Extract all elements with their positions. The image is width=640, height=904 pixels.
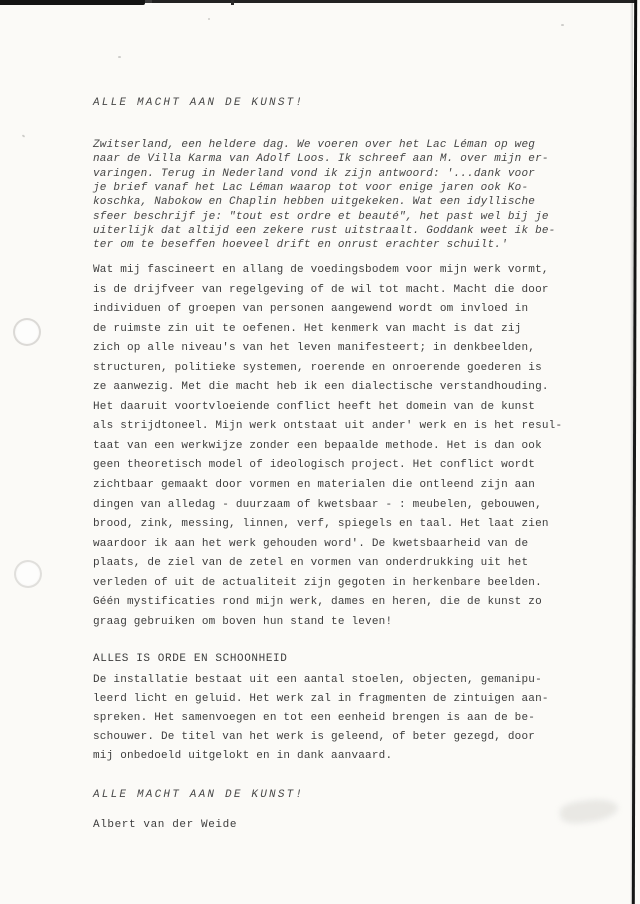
- text-line: zichtbaar gemaakt door vormen en materialen die ontleend zijn aan: [93, 479, 536, 492]
- section-paragraph: [93, 671, 549, 766]
- text-line: individuen of groepen van personen aangewend wordt om invloed in: [93, 303, 529, 316]
- text-line: naar de Villa Karma van Adolf Loos. Ik schreef aan M. over mijn er-: [93, 153, 549, 166]
- text-line: leerd licht en geluid. Het werk zal in fragmenten de zintuigen aan-: [93, 693, 549, 706]
- paper-speck: [118, 56, 121, 58]
- text-line: De installatie bestaat uit een aantal stoelen, objecten, gemanipu-: [93, 674, 542, 686]
- text-line: brood, zink, messing, linnen, verf, spiegels en taal. Het laat zien: [93, 518, 549, 531]
- text-line: structuren, politieke systemen, roerende en onroerende goederen is: [93, 361, 542, 374]
- text-line: ter om te beseffen hoeveel drift en onrust erachter schuilt.': [93, 239, 508, 252]
- text-line: taat van een werkwijze zonder een bepaalde methode. Het is dan ook: [93, 439, 542, 452]
- text-line: is de drijfveer van regelgeving of de wil tot macht. Macht die door: [93, 283, 549, 296]
- document-title: ALLE MACHT AAN DE KUNST!: [93, 97, 305, 109]
- body-paragraph: [93, 261, 562, 632]
- text-line: schouwer. De titel van het werk is geleend, of beter gezegd, door: [93, 731, 536, 744]
- text-line: geen theoretisch model of ideologisch project. Het conflict wordt: [93, 459, 536, 472]
- text-line: waardoor ik aan het werk gehouden word'. De kwetsbaarheid van de: [93, 537, 529, 550]
- text-line: sfeer beschrijf je: "tout est ordre et beauté", het past wel bij je: [93, 210, 549, 223]
- intro-paragraph: [93, 138, 555, 253]
- text-line: uiterlijk dat altijd een zekere rust uitstraalt. Goddank weet ik be-: [93, 225, 556, 238]
- paper-smudge: [559, 796, 619, 826]
- text-line: als strijdtoneel. Mijn werk ontstaat uit ander' werk en is het resul-: [93, 420, 563, 433]
- text-line: je brief vanaf het Lac Léman waarop tot voor enige jaren ook Ko-: [93, 182, 529, 195]
- signature: Albert van der Weide: [93, 819, 238, 831]
- text-line: varingen. Terug in Nederland vond ik zijn antwoord: '...dank voor: [93, 167, 536, 180]
- hole-punch-bottom: [10, 556, 46, 592]
- text-line: koschka, Nabokow en Chaplin hebben uitgekeken. Wat een idyllische: [93, 196, 536, 209]
- paper-speck: [208, 18, 210, 20]
- text-line: Het daaruit voortvloeiende conflict heeft het domein van de kunst: [93, 400, 536, 413]
- text-line: Zwitserland, een heldere dag. We voeren over het Lac Léman op weg: [93, 139, 536, 151]
- section-heading: ALLES IS ORDE EN SCHOONHEID: [93, 653, 288, 665]
- text-line: verleden of uit de actualiteit zijn gegoten in herkenbare beelden.: [93, 576, 542, 589]
- text-line: spreken. Het samenvoegen en tot een eenheid brengen is aan de be-: [93, 712, 536, 725]
- text-line: Wat mij fascineert en allang de voedingsbodem voor mijn werk vormt,: [93, 264, 549, 276]
- paper-speck: [561, 24, 564, 26]
- hole-punch-top: [13, 318, 41, 346]
- text-line: plaats, de ziel van de zetel en vormen van onderdrukking uit het: [93, 557, 529, 570]
- text-line: ze aanwezig. Met die macht heb ik een dialectische verstandhouding.: [93, 381, 549, 394]
- scan-top-edge-tick: [231, 0, 234, 5]
- paper-speck: [22, 134, 26, 137]
- text-line: zich op alle niveau's van het leven manifesteert; in denkbeelden,: [93, 342, 536, 355]
- text-line: graag gebruiken om boven hun stand te leven!: [93, 615, 393, 628]
- text-line: dingen van alledag - duurzaam of kwetsbaar - : meubelen, gebouwen,: [93, 498, 542, 511]
- text-line: mij onbedoeld uitgelokt en in dank aanvaard.: [93, 750, 393, 763]
- closing-title: ALLE MACHT AAN DE KUNST!: [93, 789, 305, 801]
- text-line: de ruimste zin uit te oefenen. Het kenmerk van macht is dat zij: [93, 322, 522, 335]
- scan-top-edge-dark-segment: [0, 0, 145, 5]
- text-line: Géén mystificaties rond mijn werk, dames en heren, die de kunst zo: [93, 596, 542, 609]
